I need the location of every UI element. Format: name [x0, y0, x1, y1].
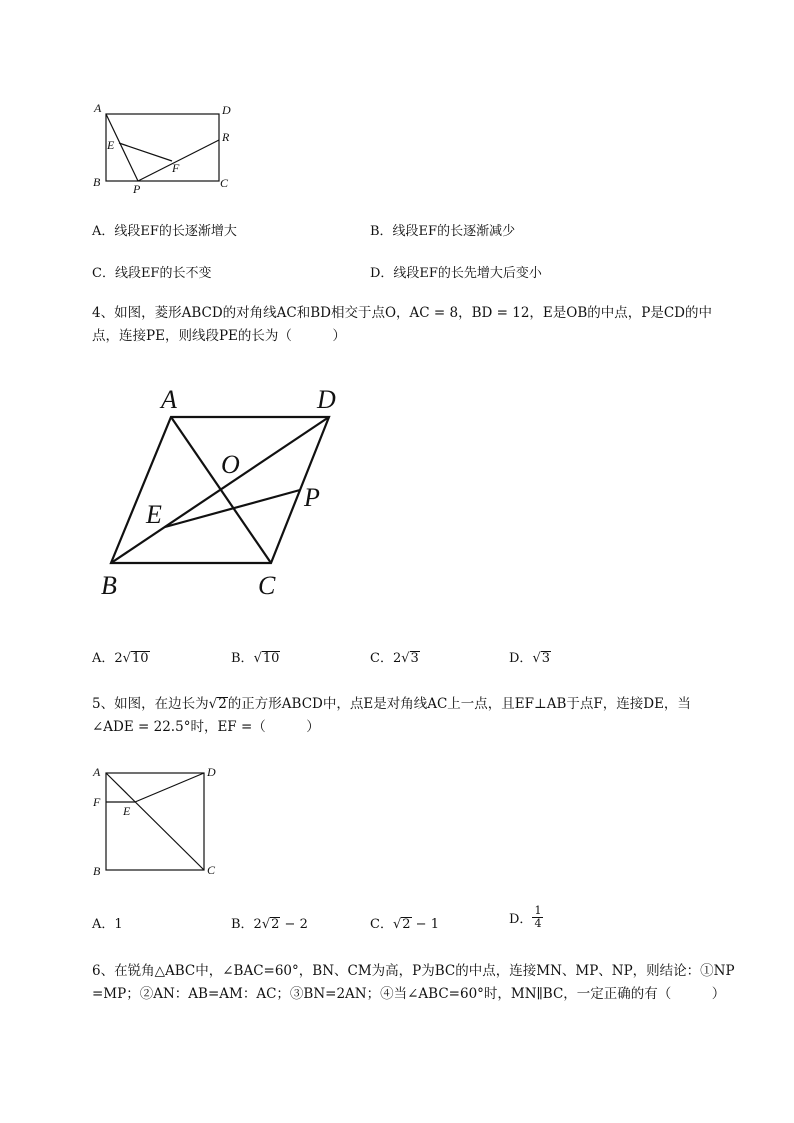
- label-f: F: [172, 161, 180, 175]
- q4-line-1: 4、如图，菱形ABCD的对角线AC和BD相交于点O，AC = 8，BD = 12，E是OB的中点，P是CD的中: [92, 305, 713, 321]
- sqrt-icon: √: [392, 917, 402, 932]
- sqrt-icon: √: [208, 696, 218, 712]
- label-c: C: [207, 863, 216, 877]
- label-r: R: [222, 130, 230, 144]
- q5-option-d: [509, 905, 543, 930]
- label-b: B: [93, 864, 101, 878]
- denominator: 4: [534, 917, 542, 930]
- label-f: F: [93, 795, 101, 809]
- label-c: C: [258, 571, 276, 600]
- q5-line-1: [92, 693, 752, 716]
- q4-line-2: 点，连接PE，则线段PE的长为（ ）: [92, 328, 346, 344]
- figure-q4-rhombus: [95, 380, 355, 605]
- option-suffix: − 1: [411, 917, 439, 932]
- label-e: E: [146, 500, 162, 529]
- label-p: P: [304, 483, 320, 512]
- rectangle-abcd: [106, 114, 219, 181]
- option-prefix: C．: [370, 917, 393, 932]
- q4-option-d: [509, 647, 551, 666]
- label-a: A: [93, 765, 101, 779]
- radicand: 2: [218, 696, 227, 712]
- sqrt-icon: √: [532, 651, 541, 666]
- q5-text: [92, 693, 752, 739]
- q4-option-a: [92, 647, 150, 666]
- radicand: 10: [131, 651, 149, 666]
- q5-option-a: A．1: [92, 917, 123, 932]
- fraction: [532, 905, 543, 930]
- sqrt-icon: √: [261, 917, 271, 932]
- option-prefix: B．2: [231, 917, 262, 932]
- q4-option-c: [370, 647, 420, 666]
- sqrt-icon: √: [253, 651, 262, 666]
- option-suffix: − 2: [280, 917, 308, 932]
- label-c: C: [220, 176, 229, 190]
- q6-line-1: 6、在锐角△ABC中，∠BAC=60°，BN、CM为高，P为BC的中点，连接MN、MP、NP，则结论：①NP: [92, 963, 735, 979]
- label-e: E: [107, 138, 115, 152]
- figure-q3: [88, 100, 248, 195]
- numerator: 1: [534, 904, 542, 917]
- radicand: 2: [271, 917, 280, 932]
- q5-line-2: ∠ADE = 22.5°时，EF =（ ）: [92, 719, 320, 735]
- radicand: 10: [262, 651, 280, 666]
- q5-option-c: [370, 913, 439, 932]
- coefficient: 2: [114, 651, 123, 666]
- q5-line-1-start: 5、如图，在边长为: [92, 696, 209, 712]
- label-b: B: [101, 571, 117, 600]
- label-a: A: [94, 101, 102, 115]
- label-p: P: [133, 182, 141, 195]
- coefficient: 2: [392, 651, 402, 666]
- label-a: A: [161, 385, 177, 414]
- label-b: B: [93, 175, 101, 189]
- option-prefix: A．: [92, 651, 115, 666]
- sqrt-icon: √: [122, 651, 131, 666]
- radicand: 3: [410, 651, 419, 666]
- label-d: D: [317, 385, 336, 414]
- segment-de: [135, 773, 204, 802]
- option-prefix: C．: [370, 651, 393, 666]
- figure-q5-square: [88, 762, 228, 880]
- q4-option-b: [231, 647, 280, 666]
- q5-line-1-end: 的正方形ABCD中，点E是对角线AC上一点，且EF⊥AB于点F，连接DE，当: [227, 696, 691, 712]
- q3-option-d: D．线段EF的长先增大后变小: [370, 266, 542, 281]
- radicand: 2: [402, 917, 411, 932]
- sqrt-icon: √: [401, 651, 410, 666]
- label-o: O: [221, 450, 240, 479]
- q3-option-a: A．线段EF的长逐渐增大: [92, 224, 237, 239]
- q3-option-c: C．线段EF的长不变: [92, 266, 212, 281]
- radicand: 3: [541, 651, 551, 666]
- diagonal-ac: [106, 773, 204, 870]
- q3-option-b: B．线段EF的长逐渐减少: [370, 224, 516, 239]
- q6-text: [92, 960, 762, 1006]
- q6-line-2: =MP；②AN：AB=AM：AC；③BN=2AN；④当∠ABC=60°时，MN∥BC，一定正确的有（ ）: [92, 986, 726, 1002]
- label-d: D: [222, 103, 231, 117]
- segment-ep: [165, 490, 300, 527]
- option-prefix: D．: [509, 651, 533, 666]
- option-prefix: D．: [509, 912, 533, 927]
- q4-text: [92, 302, 752, 348]
- label-d: D: [207, 765, 216, 779]
- label-e: E: [123, 804, 131, 818]
- option-prefix: B．: [231, 651, 254, 666]
- q5-option-b: [231, 913, 308, 932]
